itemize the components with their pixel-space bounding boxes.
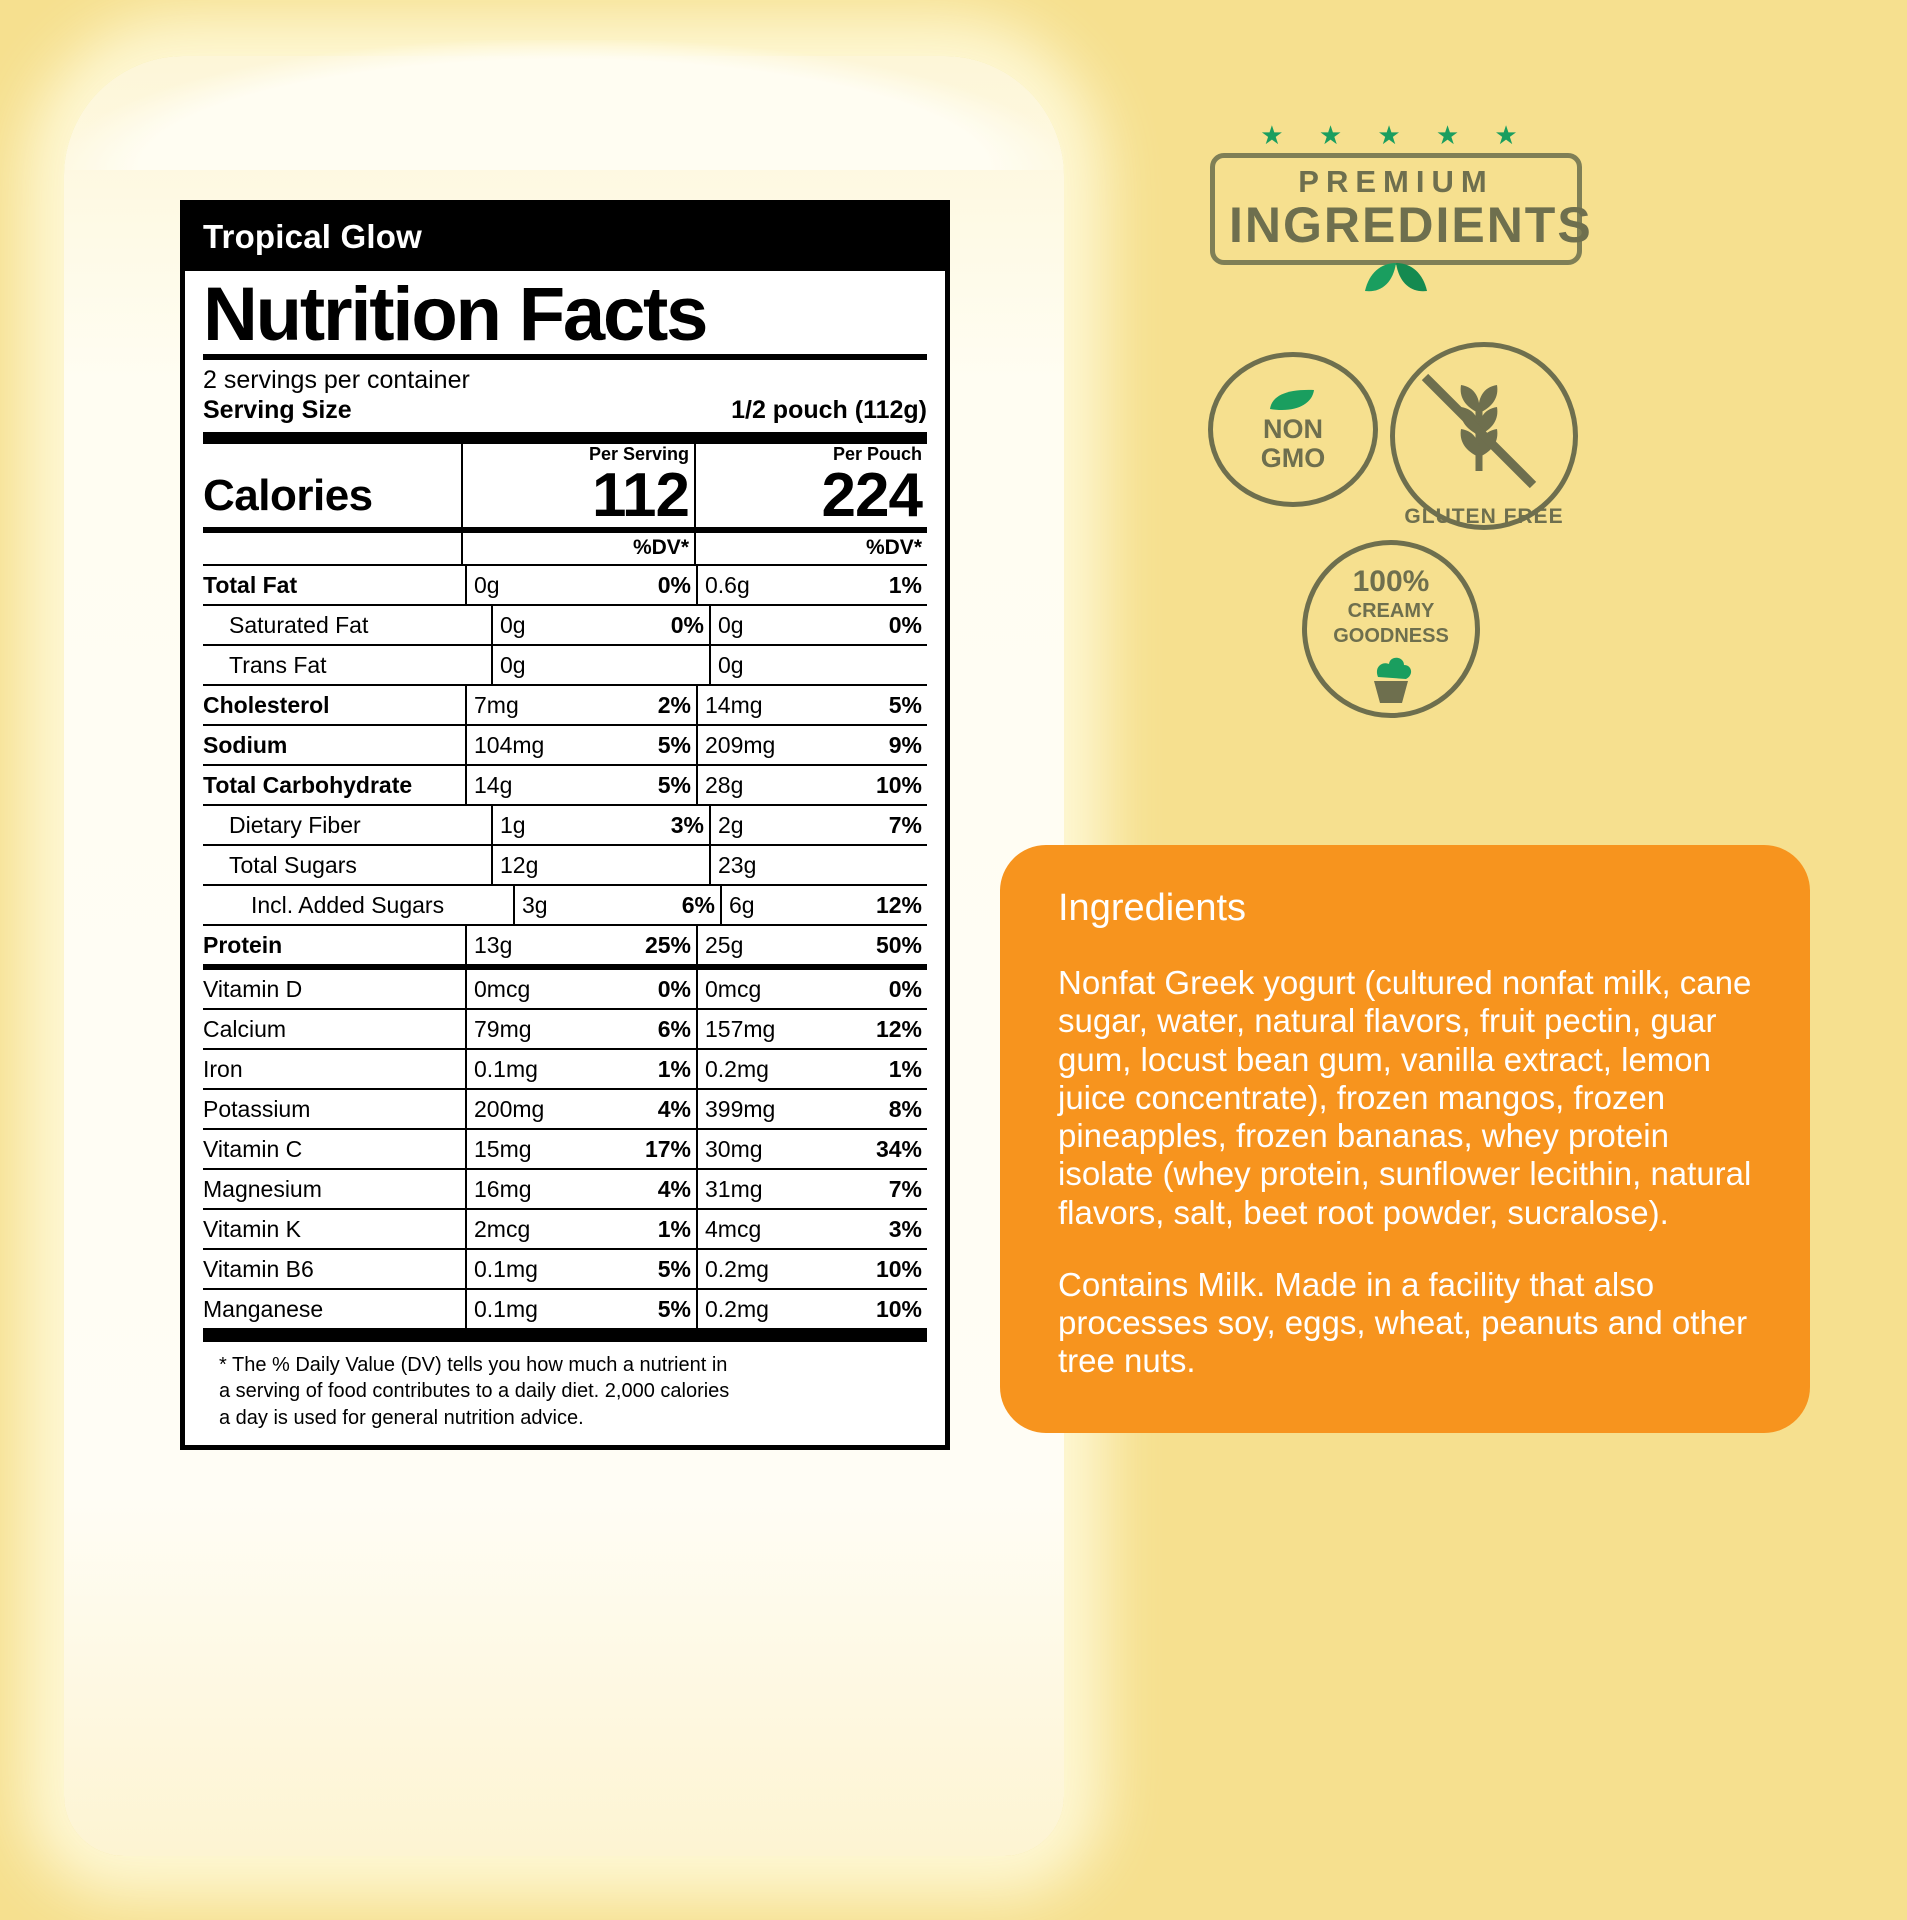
amount: 0g bbox=[500, 611, 526, 638]
amount: 4mcg bbox=[705, 1215, 762, 1242]
nutrient-name: Dietary Fiber bbox=[229, 811, 361, 838]
amount: 0.1mg bbox=[474, 1055, 538, 1082]
nutrient-per-serving bbox=[465, 1210, 696, 1248]
amount: 399mg bbox=[705, 1095, 776, 1122]
nutrient-row bbox=[203, 926, 927, 970]
stars-icon: ★ ★ ★ ★ ★ bbox=[1260, 120, 1532, 150]
nutrient-name: Vitamin B6 bbox=[203, 1255, 314, 1282]
amount: 7mg bbox=[474, 691, 519, 718]
daily-value: 12% bbox=[875, 891, 922, 918]
amount: 104mg bbox=[474, 731, 545, 758]
nutrient-per-serving bbox=[465, 1130, 696, 1168]
amount: 15mg bbox=[474, 1135, 532, 1162]
daily-value: 12% bbox=[875, 1015, 922, 1042]
daily-value: 10% bbox=[875, 771, 922, 798]
nutrient-per-pouch bbox=[696, 726, 927, 764]
nutrient-per-pouch bbox=[696, 1010, 927, 1048]
micronutrient-rows bbox=[203, 970, 927, 1330]
column-header-per-serving: Per Serving bbox=[588, 443, 689, 464]
premium-ingredients-badge bbox=[1210, 120, 1593, 304]
amount: 28g bbox=[705, 771, 744, 798]
creamy-line3: GOODNESS bbox=[1333, 625, 1449, 647]
creamy-goodness-badge bbox=[1302, 540, 1480, 718]
calories-label: Calories bbox=[203, 470, 373, 520]
nutrient-per-pouch bbox=[696, 1050, 927, 1088]
nutrient-name: Saturated Fat bbox=[229, 611, 369, 638]
non-gmo-line1: NON bbox=[1263, 414, 1323, 445]
nutrient-row bbox=[203, 806, 927, 846]
nutrient-row bbox=[203, 846, 927, 886]
badge-group bbox=[1190, 120, 1593, 720]
non-gmo-badge bbox=[1208, 352, 1378, 507]
nutrient-per-pouch bbox=[696, 1210, 927, 1248]
nutrient-per-serving bbox=[465, 686, 696, 724]
daily-value: 5% bbox=[657, 771, 691, 798]
nutrient-per-pouch bbox=[709, 606, 927, 644]
nutrient-per-pouch bbox=[709, 646, 927, 684]
calories-per-serving-value: 112 bbox=[591, 460, 689, 530]
daily-value-footnote bbox=[203, 1330, 927, 1433]
nutrient-row bbox=[203, 1010, 927, 1050]
nutrient-per-pouch bbox=[696, 1170, 927, 1208]
product-name: Tropical Glow bbox=[185, 205, 945, 271]
calories-per-pouch-column bbox=[694, 443, 927, 530]
nutrient-row bbox=[203, 606, 927, 646]
nutrient-per-pouch bbox=[696, 1130, 927, 1168]
amount: 1g bbox=[500, 811, 526, 838]
nutrient-per-pouch bbox=[709, 806, 927, 844]
daily-value: 6% bbox=[681, 891, 715, 918]
nutrient-name: Vitamin D bbox=[203, 975, 303, 1002]
leaf-icon bbox=[1266, 387, 1320, 413]
amount: 0.2mg bbox=[705, 1295, 769, 1322]
daily-value: 5% bbox=[888, 691, 922, 718]
nutrient-row bbox=[203, 1170, 927, 1210]
macronutrient-rows bbox=[203, 566, 927, 970]
nutrient-row bbox=[203, 1050, 927, 1090]
ingredients-panel bbox=[1000, 845, 1810, 1433]
nutrient-per-pouch bbox=[696, 1250, 927, 1288]
ingredients-heading: Ingredients bbox=[1058, 887, 1247, 929]
nutrient-per-pouch bbox=[696, 1090, 927, 1128]
amount: 14g bbox=[474, 771, 513, 798]
daily-value: 34% bbox=[875, 1135, 922, 1162]
amount: 0.6g bbox=[705, 571, 750, 598]
amount: 2mcg bbox=[474, 1215, 531, 1242]
nutrient-per-serving bbox=[465, 1010, 696, 1048]
calories-block bbox=[203, 444, 927, 533]
ingredients-label: INGREDIENTS bbox=[1229, 197, 1593, 253]
footnote-line: * The % Daily Value (DV) tells you how much a nutrient in bbox=[219, 1353, 728, 1376]
nutrient-name: Total Sugars bbox=[229, 851, 357, 878]
nutrient-row bbox=[203, 970, 927, 1010]
daily-value: 3% bbox=[670, 811, 704, 838]
nutrient-name: Total Carbohydrate bbox=[203, 771, 413, 798]
daily-value: 0% bbox=[657, 975, 691, 1002]
footnote-line: a serving of food contributes to a daily diet. 2,000 calories bbox=[219, 1380, 730, 1403]
nutrient-per-pouch bbox=[696, 686, 927, 724]
amount: 12g bbox=[500, 851, 539, 878]
column-header-per-pouch: Per Pouch bbox=[832, 443, 922, 464]
amount: 157mg bbox=[705, 1015, 776, 1042]
amount: 14mg bbox=[705, 691, 763, 718]
amount: 0g bbox=[500, 651, 526, 678]
amount: 16mg bbox=[474, 1175, 532, 1202]
gluten-free-badge bbox=[1390, 342, 1578, 530]
serving-size-value: 1/2 pouch (112g) bbox=[731, 395, 927, 424]
nutrient-per-serving bbox=[465, 1250, 696, 1288]
nutrient-row bbox=[203, 1090, 927, 1130]
footnote-line: a day is used for general nutrition advice. bbox=[219, 1406, 584, 1429]
amount: 209mg bbox=[705, 731, 776, 758]
nutrient-per-serving bbox=[491, 646, 709, 684]
nutrient-per-pouch bbox=[696, 566, 927, 604]
nutrient-name: Potassium bbox=[203, 1095, 311, 1122]
non-gmo-line2: GMO bbox=[1260, 442, 1326, 473]
dv-header-serving: %DV* bbox=[461, 533, 694, 564]
amount: 23g bbox=[718, 851, 757, 878]
nutrient-per-pouch bbox=[696, 970, 927, 1008]
daily-value: 0% bbox=[888, 611, 922, 638]
nutrient-row bbox=[203, 1130, 927, 1170]
nutrient-row bbox=[203, 1210, 927, 1250]
nutrient-per-serving bbox=[465, 1090, 696, 1128]
nutrient-per-serving bbox=[465, 970, 696, 1008]
amount: 200mg bbox=[474, 1095, 545, 1122]
daily-value: 1% bbox=[657, 1055, 691, 1082]
pouch-top-highlight bbox=[64, 40, 1064, 170]
allergen-text: Contains Milk. Made in a facility that also processes soy, eggs, wheat, peanuts and other tree nuts. bbox=[1058, 1265, 1748, 1380]
nutrient-name: Protein bbox=[203, 931, 283, 958]
daily-value: 50% bbox=[875, 931, 922, 958]
amount: 0mcg bbox=[474, 975, 531, 1002]
amount: 3g bbox=[522, 891, 548, 918]
serving-size-row bbox=[203, 396, 927, 425]
soft-serve-cup-icon bbox=[1356, 651, 1426, 707]
nutrient-name: Magnesium bbox=[203, 1175, 322, 1202]
nutrient-name: Sodium bbox=[203, 731, 288, 758]
daily-value: 3% bbox=[888, 1215, 922, 1242]
daily-value: 1% bbox=[888, 571, 922, 598]
daily-value: 4% bbox=[657, 1095, 691, 1122]
amount: 0g bbox=[718, 651, 744, 678]
calories-per-serving-column bbox=[461, 443, 694, 530]
nutrient-row bbox=[203, 726, 927, 766]
nutrient-name: Iron bbox=[203, 1055, 243, 1082]
daily-value: 1% bbox=[888, 1055, 922, 1082]
amount: 13g bbox=[474, 931, 513, 958]
daily-value: 17% bbox=[644, 1135, 691, 1162]
nutrient-per-pouch bbox=[709, 846, 927, 884]
daily-value: 2% bbox=[657, 691, 691, 718]
daily-value: 5% bbox=[657, 1295, 691, 1322]
amount: 0g bbox=[474, 571, 500, 598]
daily-value: 0% bbox=[888, 975, 922, 1002]
nutrition-facts-title: Nutrition Facts bbox=[203, 272, 707, 357]
daily-value: 5% bbox=[657, 1255, 691, 1282]
nutrient-name: Vitamin C bbox=[203, 1135, 303, 1162]
daily-value: 8% bbox=[888, 1095, 922, 1122]
nutrient-per-serving bbox=[465, 726, 696, 764]
amount: 0.2mg bbox=[705, 1055, 769, 1082]
amount: 2g bbox=[718, 811, 744, 838]
creamy-percent: 100% bbox=[1352, 565, 1430, 598]
amount: 0.2mg bbox=[705, 1255, 769, 1282]
nutrient-per-pouch bbox=[696, 1290, 927, 1328]
nutrient-per-serving bbox=[465, 766, 696, 804]
spacer bbox=[203, 533, 461, 564]
daily-value: 7% bbox=[888, 811, 922, 838]
nutrient-row bbox=[203, 886, 927, 926]
daily-value: 0% bbox=[657, 571, 691, 598]
daily-value: 0% bbox=[670, 611, 704, 638]
daily-value-header-row bbox=[203, 533, 927, 566]
amount: 30mg bbox=[705, 1135, 763, 1162]
calories-per-pouch-value: 224 bbox=[821, 460, 922, 530]
amount: 6g bbox=[729, 891, 755, 918]
nutrient-row bbox=[203, 646, 927, 686]
nutrient-name: Vitamin K bbox=[203, 1215, 302, 1242]
daily-value: 1% bbox=[657, 1215, 691, 1242]
daily-value: 5% bbox=[657, 731, 691, 758]
amount: 0.1mg bbox=[474, 1295, 538, 1322]
nutrient-per-pouch bbox=[696, 926, 927, 964]
premium-label: PREMIUM bbox=[1298, 164, 1494, 199]
nutrient-row bbox=[203, 686, 927, 726]
daily-value: 6% bbox=[657, 1015, 691, 1042]
amount: 0mcg bbox=[705, 975, 762, 1002]
nutrient-per-serving bbox=[465, 1050, 696, 1088]
amount: 31mg bbox=[705, 1175, 763, 1202]
nutrient-name: Calcium bbox=[203, 1015, 287, 1042]
wheat-crossed-icon bbox=[1395, 347, 1563, 515]
leaf-icon bbox=[1210, 259, 1582, 304]
creamy-line2: CREAMY bbox=[1347, 600, 1435, 622]
nutrient-row bbox=[203, 766, 927, 806]
divider bbox=[203, 432, 927, 444]
nutrient-row bbox=[203, 1250, 927, 1290]
nutrient-per-serving bbox=[491, 846, 709, 884]
gluten-free-label: GLUTEN FREE bbox=[1404, 505, 1564, 528]
amount: 25g bbox=[705, 931, 744, 958]
daily-value: 10% bbox=[875, 1255, 922, 1282]
nutrient-name: Cholesterol bbox=[203, 691, 330, 718]
nutrition-facts-label bbox=[180, 200, 950, 1450]
nutrient-per-serving bbox=[465, 926, 696, 964]
daily-value: 4% bbox=[657, 1175, 691, 1202]
nutrient-per-pouch bbox=[720, 886, 927, 924]
serving-size-label: Serving Size bbox=[203, 395, 352, 424]
nutrient-per-serving bbox=[491, 606, 709, 644]
amount: 79mg bbox=[474, 1015, 532, 1042]
nutrient-per-serving bbox=[513, 886, 720, 924]
daily-value: 25% bbox=[644, 931, 691, 958]
amount: 0.1mg bbox=[474, 1255, 538, 1282]
ingredients-text: Nonfat Greek yogurt (cultured nonfat milk, cane sugar, water, natural flavors, fruit pectin, guar gum, locust bean gum, vanilla extract, lemon juice concentrate), frozen mangos, frozen pineapples, frozen bananas, whey protein isolate (whey protein, sunflower lecithin, natural flavors, salt, beet root powder, sucralose). bbox=[1058, 964, 1752, 1231]
daily-value: 10% bbox=[875, 1295, 922, 1322]
nutrient-per-serving bbox=[465, 566, 696, 604]
nutrient-row bbox=[203, 1290, 927, 1330]
nutrient-per-serving bbox=[465, 1170, 696, 1208]
servings-per-container: 2 servings per container bbox=[203, 365, 470, 394]
nutrient-name: Incl. Added Sugars bbox=[251, 891, 445, 918]
nutrient-name: Manganese bbox=[203, 1295, 324, 1322]
nutrient-per-serving bbox=[491, 806, 709, 844]
premium-box bbox=[1210, 153, 1593, 265]
nutrient-name: Trans Fat bbox=[229, 651, 327, 678]
daily-value: 7% bbox=[888, 1175, 922, 1202]
nutrient-per-serving bbox=[465, 1290, 696, 1328]
amount: 0g bbox=[718, 611, 744, 638]
daily-value: 9% bbox=[888, 731, 922, 758]
dv-header-pouch: %DV* bbox=[694, 533, 927, 564]
nutrient-row bbox=[203, 566, 927, 606]
nutrient-per-pouch bbox=[696, 766, 927, 804]
nutrient-name: Total Fat bbox=[203, 571, 298, 598]
